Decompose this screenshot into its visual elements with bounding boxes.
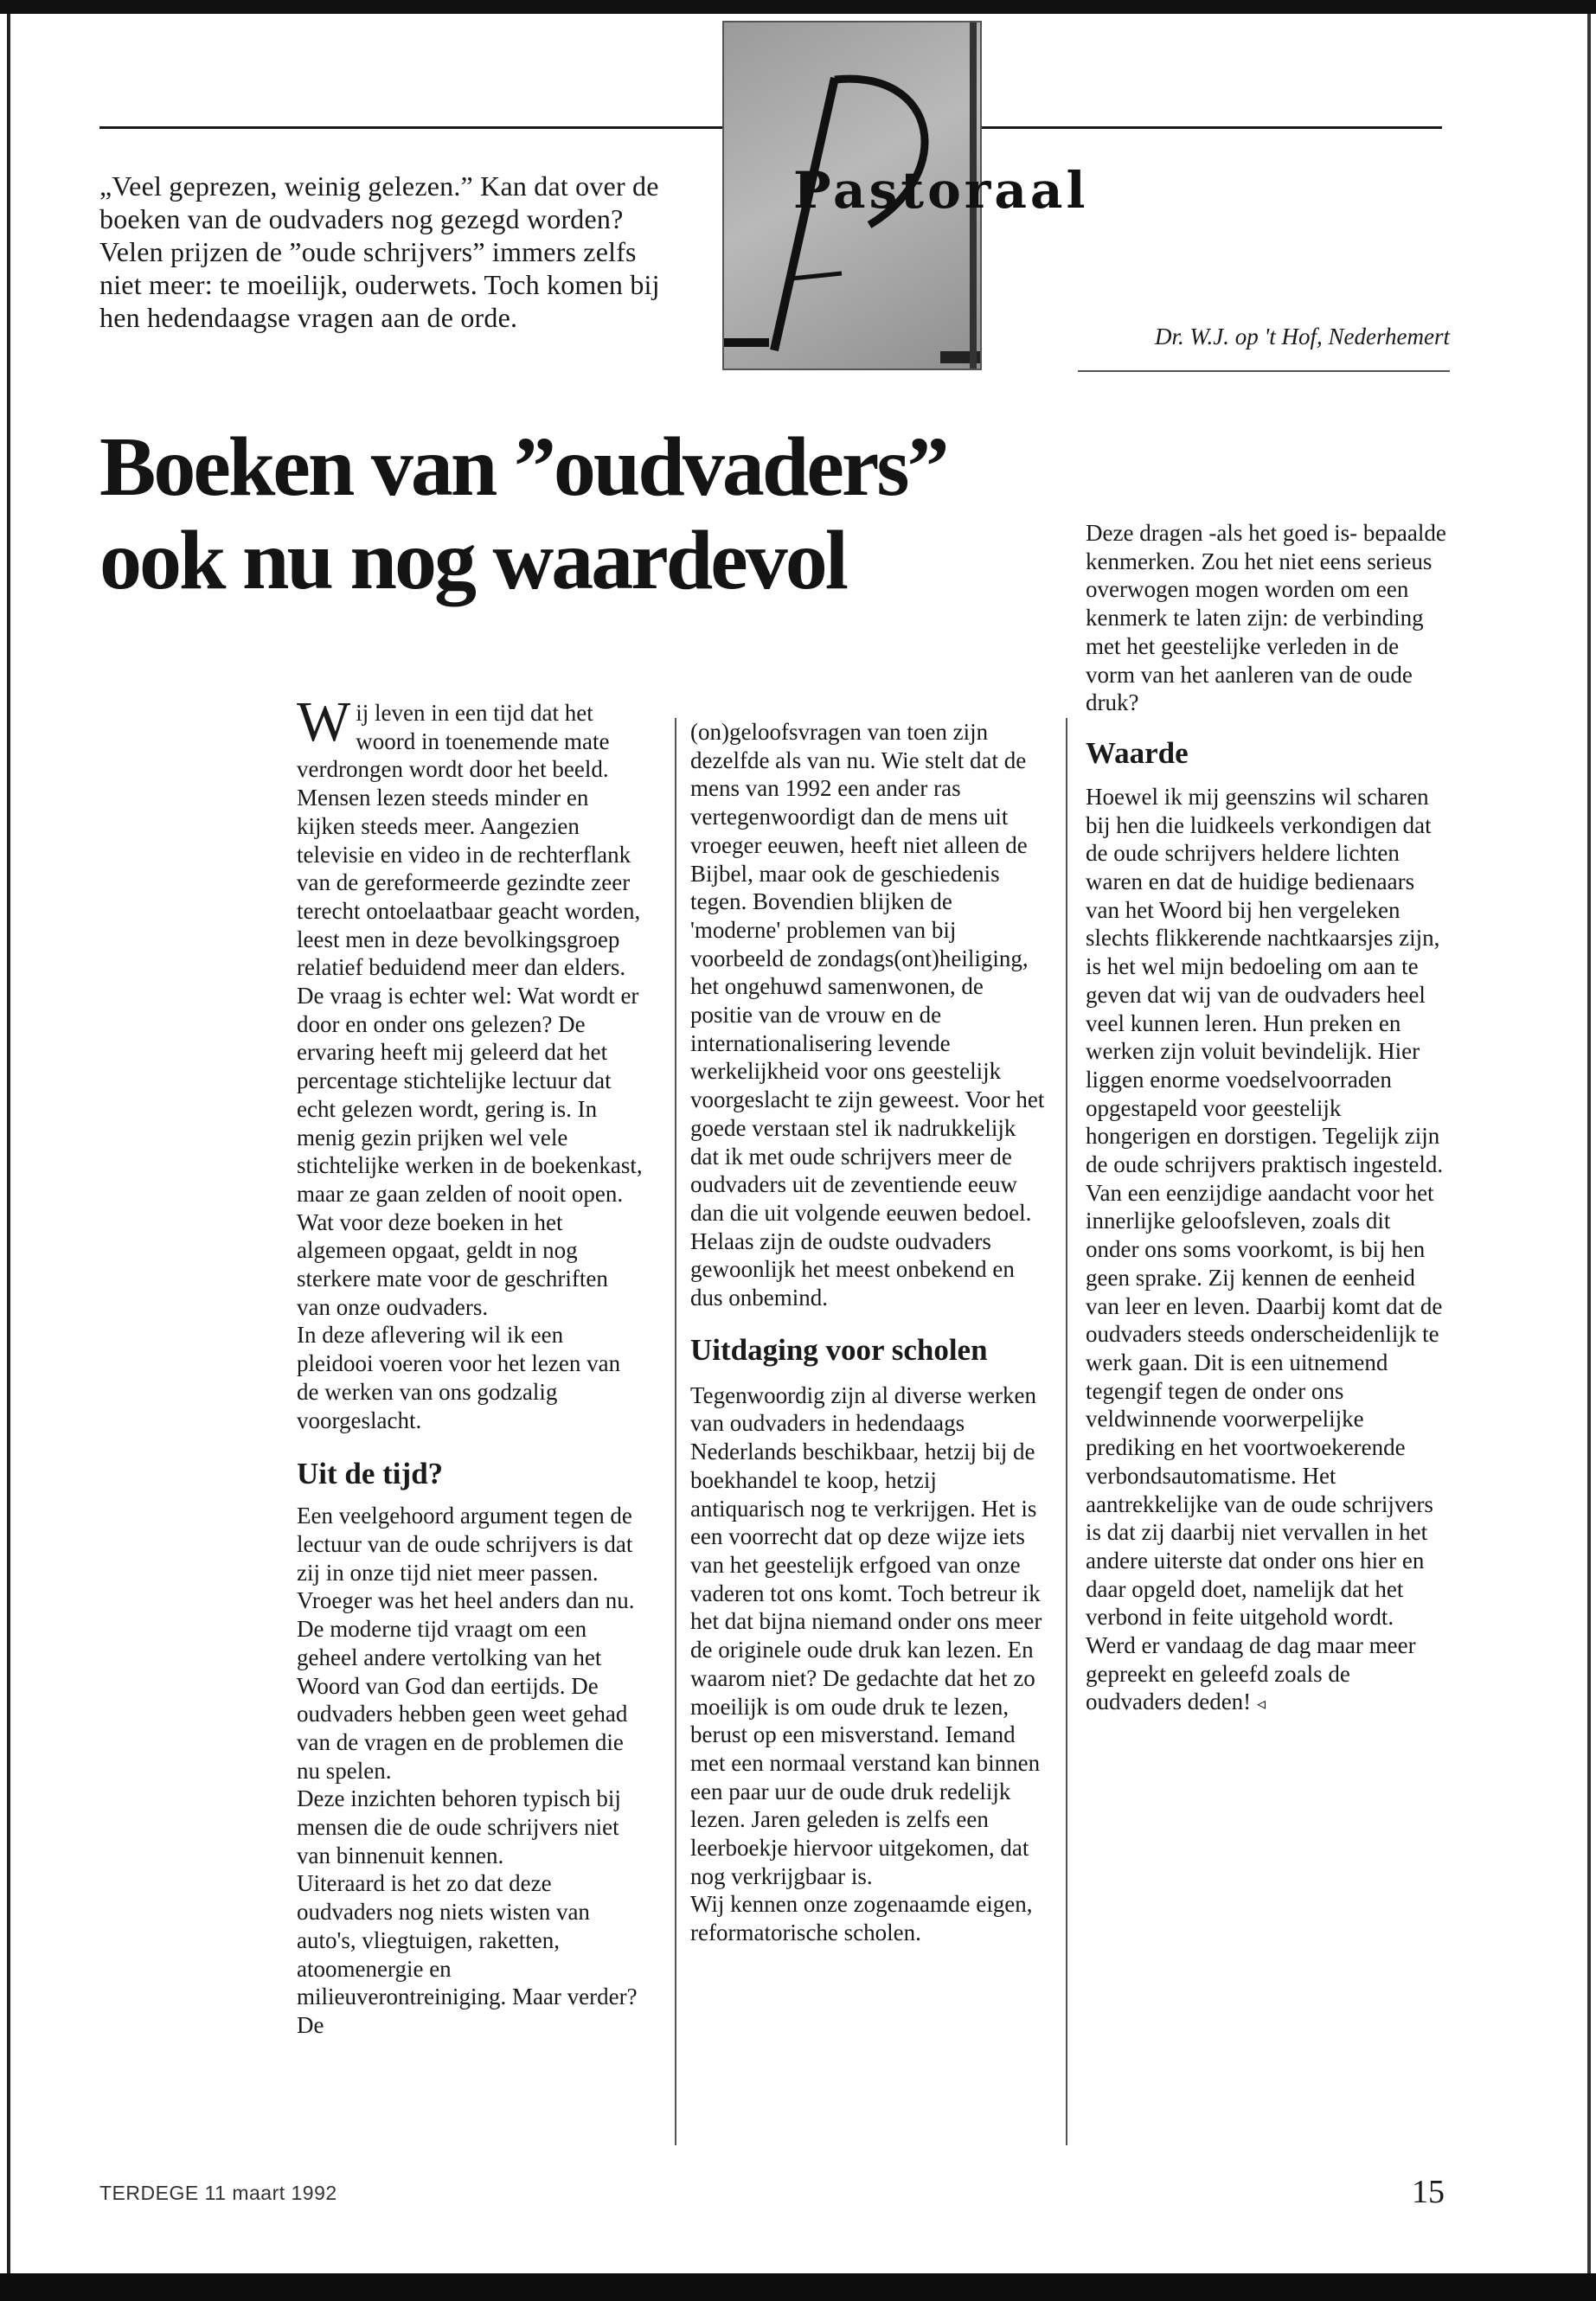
paragraph: Hoewel ik mij geenszins wil scharen bij hen die luidkeels verkondigen dat de oude schrijvers heldere lichten waren en dat de huidige bedienaars van het Woord bij hen vergeleken slechts flikkerende nachtkaarsjes zijn, is het wel mijn bedoeling om aan te geven dat wij van de oudvaders heel veel kunnen leren. Hun preken en werken zijn voluit bevindelijk. Hier liggen enorme voedselvoorraden opgestapeld voor geestelijk hongerigen en dorstigen. Tegelijk zijn de oude schrijvers praktisch ingesteld. Van een eenzijdige aandacht voor het innerlijke geloofsleven, zoals dit onder ons soms voorkomt, is bij hen geen sprake. Zij kennen de eenheid van leer en leven. Daarbij komt dat de oudvaders steeds onderscheidenlijk te werk gaan. Dit is een uitnemend tegengif tegen de onder ons veldwinnende voorwerpelijke prediking en het voortwoekerende verbondsautomatisme. Het aantrekkelijke van de oude schrijvers is dat zij daarbij niet vervallen in het andere uiterste dat onder ons hier en daar opgeld doet, namelijk dat het verbond in feite uitgehold wordt. Werd er vandaag de dag maar meer gepreekt en geleefd zoals de oudvaders deden! ◃ (1086, 783, 1444, 1715)
paragraph: (on)geloofsvragen van toen zijn dezelfde als van nu. Wie stelt dat de mens van 1992 een ander ras vertegenwoordigt dan de mens uit vroeger eeuwen, heeft niet alleen de Bijbel, maar ook de geschiedenis tegen. Bovendien blijken de 'moderne' problemen van bij voorbeeld de zondags(ont)heiliging, het ongehuwd samenwonen, de positie van de vrouw en de internationalisering levende werkelijkheid voor ons geestelijk voorgeslacht te zijn geweest. Voor het goede verstaan stel ik nadrukkelijk dat ik met oude schrijvers meer de oudvaders uit de zeventiende eeuw dan die uit volgende eeuwen bedoel. Helaas zijn de oudste oudvaders gewoonlijk het meest onbekend en dus onbemind. (690, 719, 1045, 1311)
right-border (1587, 14, 1591, 2273)
header-rule-left (99, 126, 722, 129)
author-byline: Dr. W.J. op 't Hof, Nederhemert (1154, 324, 1450, 349)
paragraph: Tegenwoordig zijn al diverse werken van oudvaders in hedendaags Nederlands beschikbaar, hetzij bij de boekhandel te koop, hetzij antiquarisch nog te verkrijgen. Het is een voorrecht dat op deze wijze iets van het geestelijk erfgoed van onze vaderen tot ons komt. Toch betreur ik het dat bijna niemand onder ons meer de originele oude druk kan lezen. En waarom niet? De gedachte dat het zo moeilijk is om oude druk te lezen, berust op een misverstand. Iemand met een normaal verstand kan binnen een paar uur de oude druk redelijk lezen. Jaren geleden is zelfs een leerboekje hiervoor uitgekomen, dat nog verkrijgbaar is. (690, 1381, 1042, 1889)
column-3 (1086, 519, 1449, 1719)
subheading-uit-de-tijd: Uit de tijd? (297, 1457, 444, 1491)
article-headline (99, 420, 1051, 607)
paragraph: Uiteraard is het zo dat deze oudvaders nog niets wisten van auto's, vliegtuigen, raketten, atoomenergie en milieuverontreiniging. Maar verder? De (297, 1870, 638, 2038)
column-rule-2 (1066, 718, 1067, 2145)
subheading-waarde: Waarde (1086, 735, 1189, 770)
page-number: 15 (1412, 2174, 1445, 2210)
paragraph: Wij leven in een tijd dat het woord in toenemende mate verdrongen wordt door het beeld. Mensen lezen steeds minder en kijken steeds meer. Aangezien televisie en video in de rechterflank van de gereformeerde gezindte zeer terecht ontoelaatbaar geacht worden, leest men in deze bevolkingsgroep relatief beduidend meer dan elders. (297, 690, 641, 981)
author-rule (1078, 370, 1450, 372)
magazine-footer: TERDEGE 11 maart 1992 (99, 2182, 337, 2204)
header-rule-right (978, 126, 1442, 129)
left-border (7, 14, 10, 2273)
paragraph: Wij kennen onze zogenaamde eigen, reformatorische scholen. (690, 1891, 1033, 1946)
section-label: Pastoraal (793, 161, 1089, 220)
paragraph: Deze dragen -als het goed is- bepaalde kenmerken. Zou het niet eens serieus overwogen mogen worden om een kenmerk te laten zijn: de verbinding met het geestelijke verleden in de vorm van het aanleren van de oude druk? (1086, 520, 1446, 716)
subheading-uitdaging-voor-scholen: Uitdaging voor scholen (690, 1332, 988, 1367)
intro-text: „Veel geprezen, weinig gelezen.” Kan dat over de boeken van de oudvaders nog gezegd worden? Velen prijzen de ”oude schrijvers” immers zelfs niet meer: te moeilijk, ouderwets. Toch komen bij hen hedendaagse vragen aan de orde. (99, 170, 660, 333)
column-rule-1 (675, 718, 676, 2145)
column-2 (690, 718, 1047, 1947)
headline-line-2: ook nu nog waardevol (99, 514, 847, 607)
paragraph: De vraag is echter wel: Wat wordt er door en onder ons gelezen? De ervaring heeft mij geleerd dat het percentage stichtelijke lectuur dat echt gelezen wordt, gering is. In menig gezin prijken wel vele stichtelijke werken in de boekenkast, maar ze gaan zelden of nooit open. Wat voor deze boeken in het algemeen opgaat, geldt in nog sterkere mate voor de geschriften van onze oudvaders. (297, 983, 643, 1320)
dropcap: W (297, 690, 351, 753)
headline-line-1: Boeken van ”oudvaders” (99, 420, 947, 514)
end-mark: ◃ (1256, 1695, 1266, 1715)
paragraph: Een veelgehoord argument tegen de lectuur van de oude schrijvers is dat zij in onze tijd niet meer passen. Vroeger was het heel anders dan nu. De moderne tijd vraagt om een geheel andere vertolking van het Woord van God dan eertijds. De oudvaders hebben geen weet gehad van de vragen en de problemen die nu spelen. (297, 1503, 635, 1784)
paragraph: In deze aflevering wil ik een pleidooi voeren voor het lezen van de werken van ons godzalig voorgeslacht. (297, 1322, 621, 1433)
column-1 (297, 690, 644, 2040)
top-border (0, 0, 1596, 14)
paragraph: Deze inzichten behoren typisch bij mensen die de oude schrijvers niet van binnenuit kennen. (297, 1785, 621, 1868)
bottom-border (0, 2273, 1596, 2301)
